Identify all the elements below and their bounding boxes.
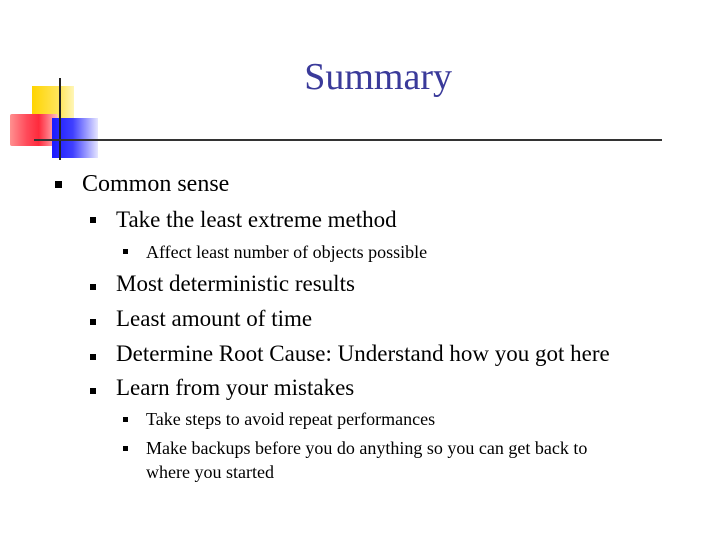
bullet-square-icon [123, 249, 128, 254]
bullet-square-icon [90, 388, 96, 394]
bullet-square-icon [90, 217, 96, 223]
bullet-deterministic: Most deterministic results [116, 271, 355, 296]
logo-red-square [10, 114, 58, 146]
bullet-avoid-repeat: Take steps to avoid repeat performances [146, 409, 436, 429]
bullet-affect-least: Affect least number of objects possible [146, 242, 428, 262]
bullet-square-icon [90, 354, 96, 360]
bullet-least-time: Least amount of time [116, 306, 313, 331]
bullet-square-icon [123, 417, 128, 422]
bullet-least-extreme: Take the least extreme method [116, 207, 397, 232]
bullet-make-backups: Make backups before you do anything so you can get back to [146, 438, 588, 458]
bullet-square-icon [55, 181, 62, 188]
title-underline [34, 139, 662, 141]
bullet-common-sense: Common sense [82, 171, 230, 197]
bullet-square-icon [90, 284, 96, 290]
bullet-square-icon [90, 319, 96, 325]
bullet-square-icon [123, 446, 128, 451]
slide-title: Summary [304, 56, 452, 98]
bullet-make-backups-cont: where you started [146, 462, 274, 482]
bullet-learn-mistakes: Learn from your mistakes [116, 375, 355, 400]
bullet-root-cause: Determine Root Cause: Understand how you got here [116, 341, 610, 366]
